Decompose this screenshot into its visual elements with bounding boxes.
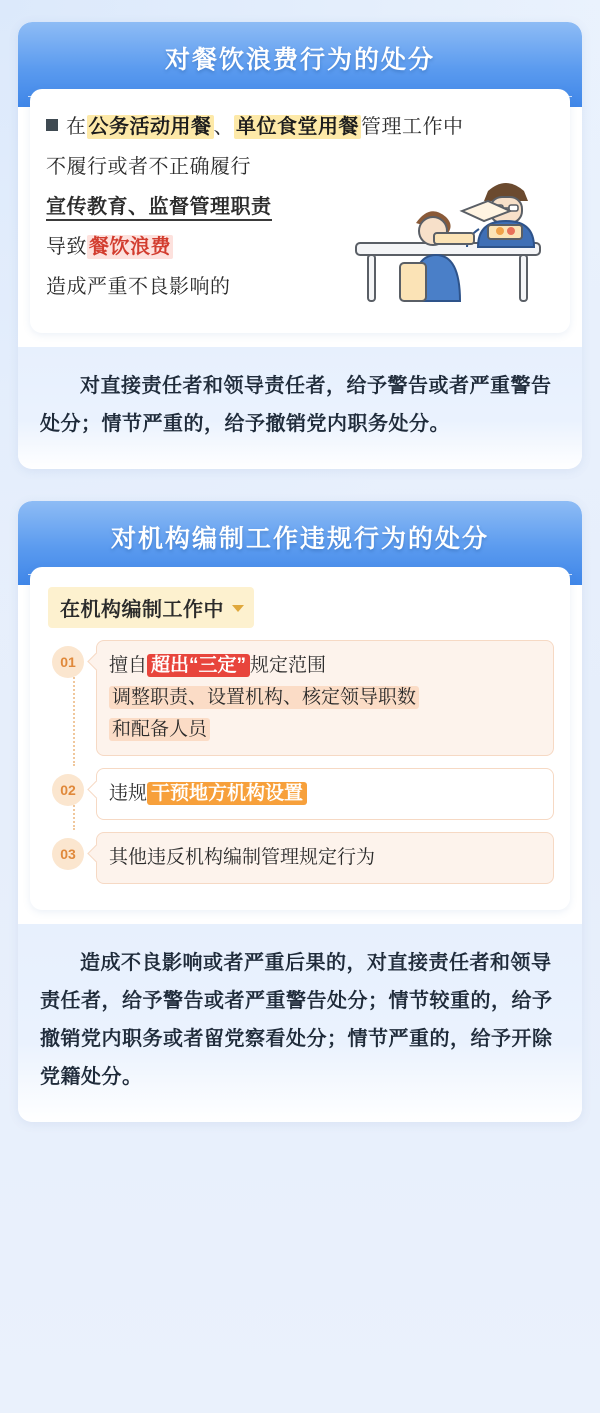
card-1-line-3 <box>46 187 554 227</box>
line-3-underlined: 宣传教育、监督管理职责 <box>46 196 272 221</box>
violation-steps-list <box>46 640 554 884</box>
card-1-title: 对餐饮浪费行为的处分 <box>164 46 435 74</box>
step-1-line-2: 调整职责、设置机构、核定领导职数 <box>109 686 419 709</box>
line-1-suffix: 管理工作中 <box>361 115 464 138</box>
card-dining-waste <box>18 22 582 469</box>
card-1-conclusion: 对直接责任者和领导责任者，给予警告或者严重警告处分；情节严重的，给予撤销党内职务处分。 <box>18 347 582 469</box>
list-item <box>52 832 554 884</box>
card-1-line-4 <box>46 227 554 267</box>
step-connector-line <box>73 802 75 830</box>
step-content-3: 其他违反机构编制管理规定行为 <box>96 832 554 884</box>
square-bullet-icon <box>46 119 58 131</box>
step-number-badge: 01 <box>52 646 84 678</box>
list-item <box>52 640 554 756</box>
card-2-title: 对机构编制工作违规行为的处分 <box>110 524 489 553</box>
card-1-line-2: 不履行或者不正确履行 <box>46 155 251 178</box>
card-1-body-text <box>46 107 554 319</box>
step-1-line-3: 和配备人员 <box>109 718 210 741</box>
step-1-prefix: 擅自 <box>109 655 148 676</box>
step-1-middle: 规定范围 <box>250 655 327 676</box>
line-4-highlight: 餐饮浪费 <box>89 235 171 258</box>
card-2-conclusion: 造成不良影响或者严重后果的，对直接责任者和领导责任者，给予警告或者严重警告处分；情节较重的，给予撤销党内职务或者留党察看处分；情节严重的，给予开除党籍处分。 <box>18 924 582 1122</box>
line-1-highlight-1: 公务活动用餐 <box>88 115 212 138</box>
step-1-highlight-red: 超出“三定” <box>147 654 250 677</box>
card-2-content-box <box>30 567 570 910</box>
step-2-prefix: 违规 <box>109 783 148 804</box>
chevron-down-icon <box>232 605 244 612</box>
line-1-prefix: 在 <box>66 115 87 138</box>
step-connector-line <box>73 674 75 766</box>
card-2-subtag-wrap <box>48 587 554 628</box>
step-content-2 <box>96 768 554 820</box>
line-4-prefix: 导致 <box>46 235 87 258</box>
line-1-highlight-2: 单位食堂用餐 <box>236 115 359 138</box>
step-2-highlight-orange: 干预地方机构设置 <box>147 782 307 805</box>
card-1-line-5: 造成严重不良影响的 <box>46 275 231 298</box>
card-1-line-1 <box>46 107 554 147</box>
list-item <box>52 768 554 820</box>
step-number-badge: 02 <box>52 774 84 806</box>
card-1-content-box <box>30 89 570 333</box>
line-1-middle: 、 <box>213 115 234 138</box>
step-content-1 <box>96 640 554 756</box>
card-2-subtag-label: 在机构编制工作中 <box>60 599 224 621</box>
step-number-badge: 03 <box>52 838 84 870</box>
card-2-subtag <box>48 587 254 628</box>
card-staffing-violations <box>18 501 582 1123</box>
